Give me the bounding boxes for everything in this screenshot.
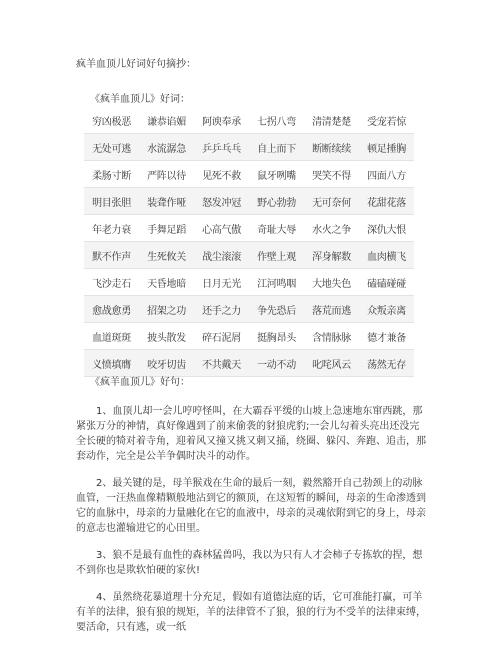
word-cell: 血肉横飞: [359, 242, 414, 269]
word-cell: 战尘滚滚: [194, 242, 249, 269]
word-cell: 顿足捶胸: [359, 134, 414, 161]
word-cell: 愈战愈勇: [84, 296, 139, 323]
table-row: [84, 242, 414, 269]
word-cell: 乒乒乓乓: [194, 134, 249, 161]
good-words-table: [84, 107, 414, 377]
word-cell: 飞沙走石: [84, 269, 139, 296]
word-cell: 断断续续: [304, 134, 359, 161]
word-cell: 叱咤风云: [304, 350, 359, 377]
word-cell: 落荒而逃: [304, 296, 359, 323]
word-cell: 装聋作哑: [139, 188, 194, 215]
table-row: [84, 107, 414, 134]
word-cell: 心高气傲: [194, 215, 249, 242]
word-cell: 穷凶极恶: [84, 107, 139, 134]
table-row: [84, 350, 414, 377]
word-cell: 招架之功: [139, 296, 194, 323]
word-cell: 水流潺急: [139, 134, 194, 161]
words-section-title: 《疯羊血顶儿》好词：: [90, 94, 190, 105]
word-cell: 野心勃勃: [249, 188, 304, 215]
word-cell: 鼠牙咧嘴: [249, 161, 304, 188]
word-cell: 阿谀奉承: [194, 107, 249, 134]
table-row: [84, 161, 414, 188]
sentence-paragraph: 3、狼不是最有血性的森林猛兽吗，我以为只有人才会柿子专拣软的捏，想不到你也是欺软怕硬的家伙!: [76, 550, 423, 576]
word-cell: 血道斑斑: [84, 323, 139, 350]
word-cell: 江河鸣咽: [249, 269, 304, 296]
sentence-paragraph: 4、虽然绕花暴道理十分充足，假如有道德法庭的话，它可准能打赢，可羊有羊的法律，狼有狼的规矩，羊的法律管不了狼，狼的行为不受羊的法律束缚，要活命，只有逃，或一纸: [76, 592, 426, 633]
word-cell: 明目张胆: [84, 188, 139, 215]
word-cell: 七拐八弯: [249, 107, 304, 134]
word-cell: 义愤填膺: [84, 350, 139, 377]
word-cell: 天昏地暗: [139, 269, 194, 296]
intro-line: 疯羊血顶儿好词好句摘抄：: [76, 59, 196, 70]
word-cell: 年老力衰: [84, 215, 139, 242]
word-cell: 无可奈何: [304, 188, 359, 215]
table-row: [84, 188, 414, 215]
sentences-section-title: 《疯羊血顶儿》好句：: [90, 377, 190, 388]
table-row: [84, 269, 414, 296]
word-cell: 荡然无存: [359, 350, 414, 377]
word-cell: 一动不动: [249, 350, 304, 377]
sentence-paragraph: 2、最关键的是，母羊猴戏在生命的最后一刻，毅然豁开自己勃颈上的动脉血管，一汪热血像精颗般地沾到它的额顶，在这短暂的瞬间，母亲的生命渗透到它的血脉中，母亲的力量融化在它的血液中，母亲的灵魂依附到它的身上，母亲的意志也灌输进它的心田里。: [76, 478, 426, 534]
word-cell: 怒发冲冠: [194, 188, 249, 215]
word-cell: 生死攸关: [139, 242, 194, 269]
sentence-paragraph: 1、血顶儿却一会儿哼哼怪叫，在大霸吞平缓的山坡上急速地东窜西跳，那紧张万分的神情，真好像遇到了前来偷袭的豺狼虎豹;一会儿勾着头亮出还没完全长硬的犄对着寺角，迎着风又撞又挑又刺又捅，绕圈、躲闪、奔跑、追击，那套动作，完全是公羊争偶时决斗的动作。: [76, 406, 426, 462]
word-cell: 谦恭谄媚: [139, 107, 194, 134]
word-cell: 还手之力: [194, 296, 249, 323]
good-sentences: [76, 404, 426, 647]
word-cell: 咬牙切齿: [139, 350, 194, 377]
table-row: [84, 296, 414, 323]
word-cell: 深仇大恨: [359, 215, 414, 242]
word-cell: 水火之争: [304, 215, 359, 242]
word-cell: 含情脉脉: [304, 323, 359, 350]
word-cell: 清清楚楚: [304, 107, 359, 134]
word-cell: 四面八方: [359, 161, 414, 188]
word-cell: 花甜花落: [359, 188, 414, 215]
word-cell: 柔肠寸断: [84, 161, 139, 188]
table-row: [84, 215, 414, 242]
word-cell: 哭笑不得: [304, 161, 359, 188]
word-cell: 严阵以待: [139, 161, 194, 188]
word-cell: 浑身解数: [304, 242, 359, 269]
word-cell: 见死不救: [194, 161, 249, 188]
word-cell: 自上而下: [249, 134, 304, 161]
word-cell: 默不作声: [84, 242, 139, 269]
word-cell: 磕磕碰碰: [359, 269, 414, 296]
word-cell: 众叛亲离: [359, 296, 414, 323]
table-row: [84, 134, 414, 161]
word-cell: 手舞足蹈: [139, 215, 194, 242]
word-cell: 作壁上观: [249, 242, 304, 269]
word-cell: 争先恐后: [249, 296, 304, 323]
word-cell: 挺胸昂头: [249, 323, 304, 350]
table-row: [84, 323, 414, 350]
word-cell: 碎石泥屑: [194, 323, 249, 350]
word-cell: 无处可逃: [84, 134, 139, 161]
word-cell: 奇耻大辱: [249, 215, 304, 242]
word-cell: 日月无光: [194, 269, 249, 296]
word-cell: 不共戴天: [194, 350, 249, 377]
word-cell: 受宠若惊: [359, 107, 414, 134]
word-cell: 大地失色: [304, 269, 359, 296]
word-cell: 德才兼备: [359, 323, 414, 350]
word-cell: 披头散发: [139, 323, 194, 350]
